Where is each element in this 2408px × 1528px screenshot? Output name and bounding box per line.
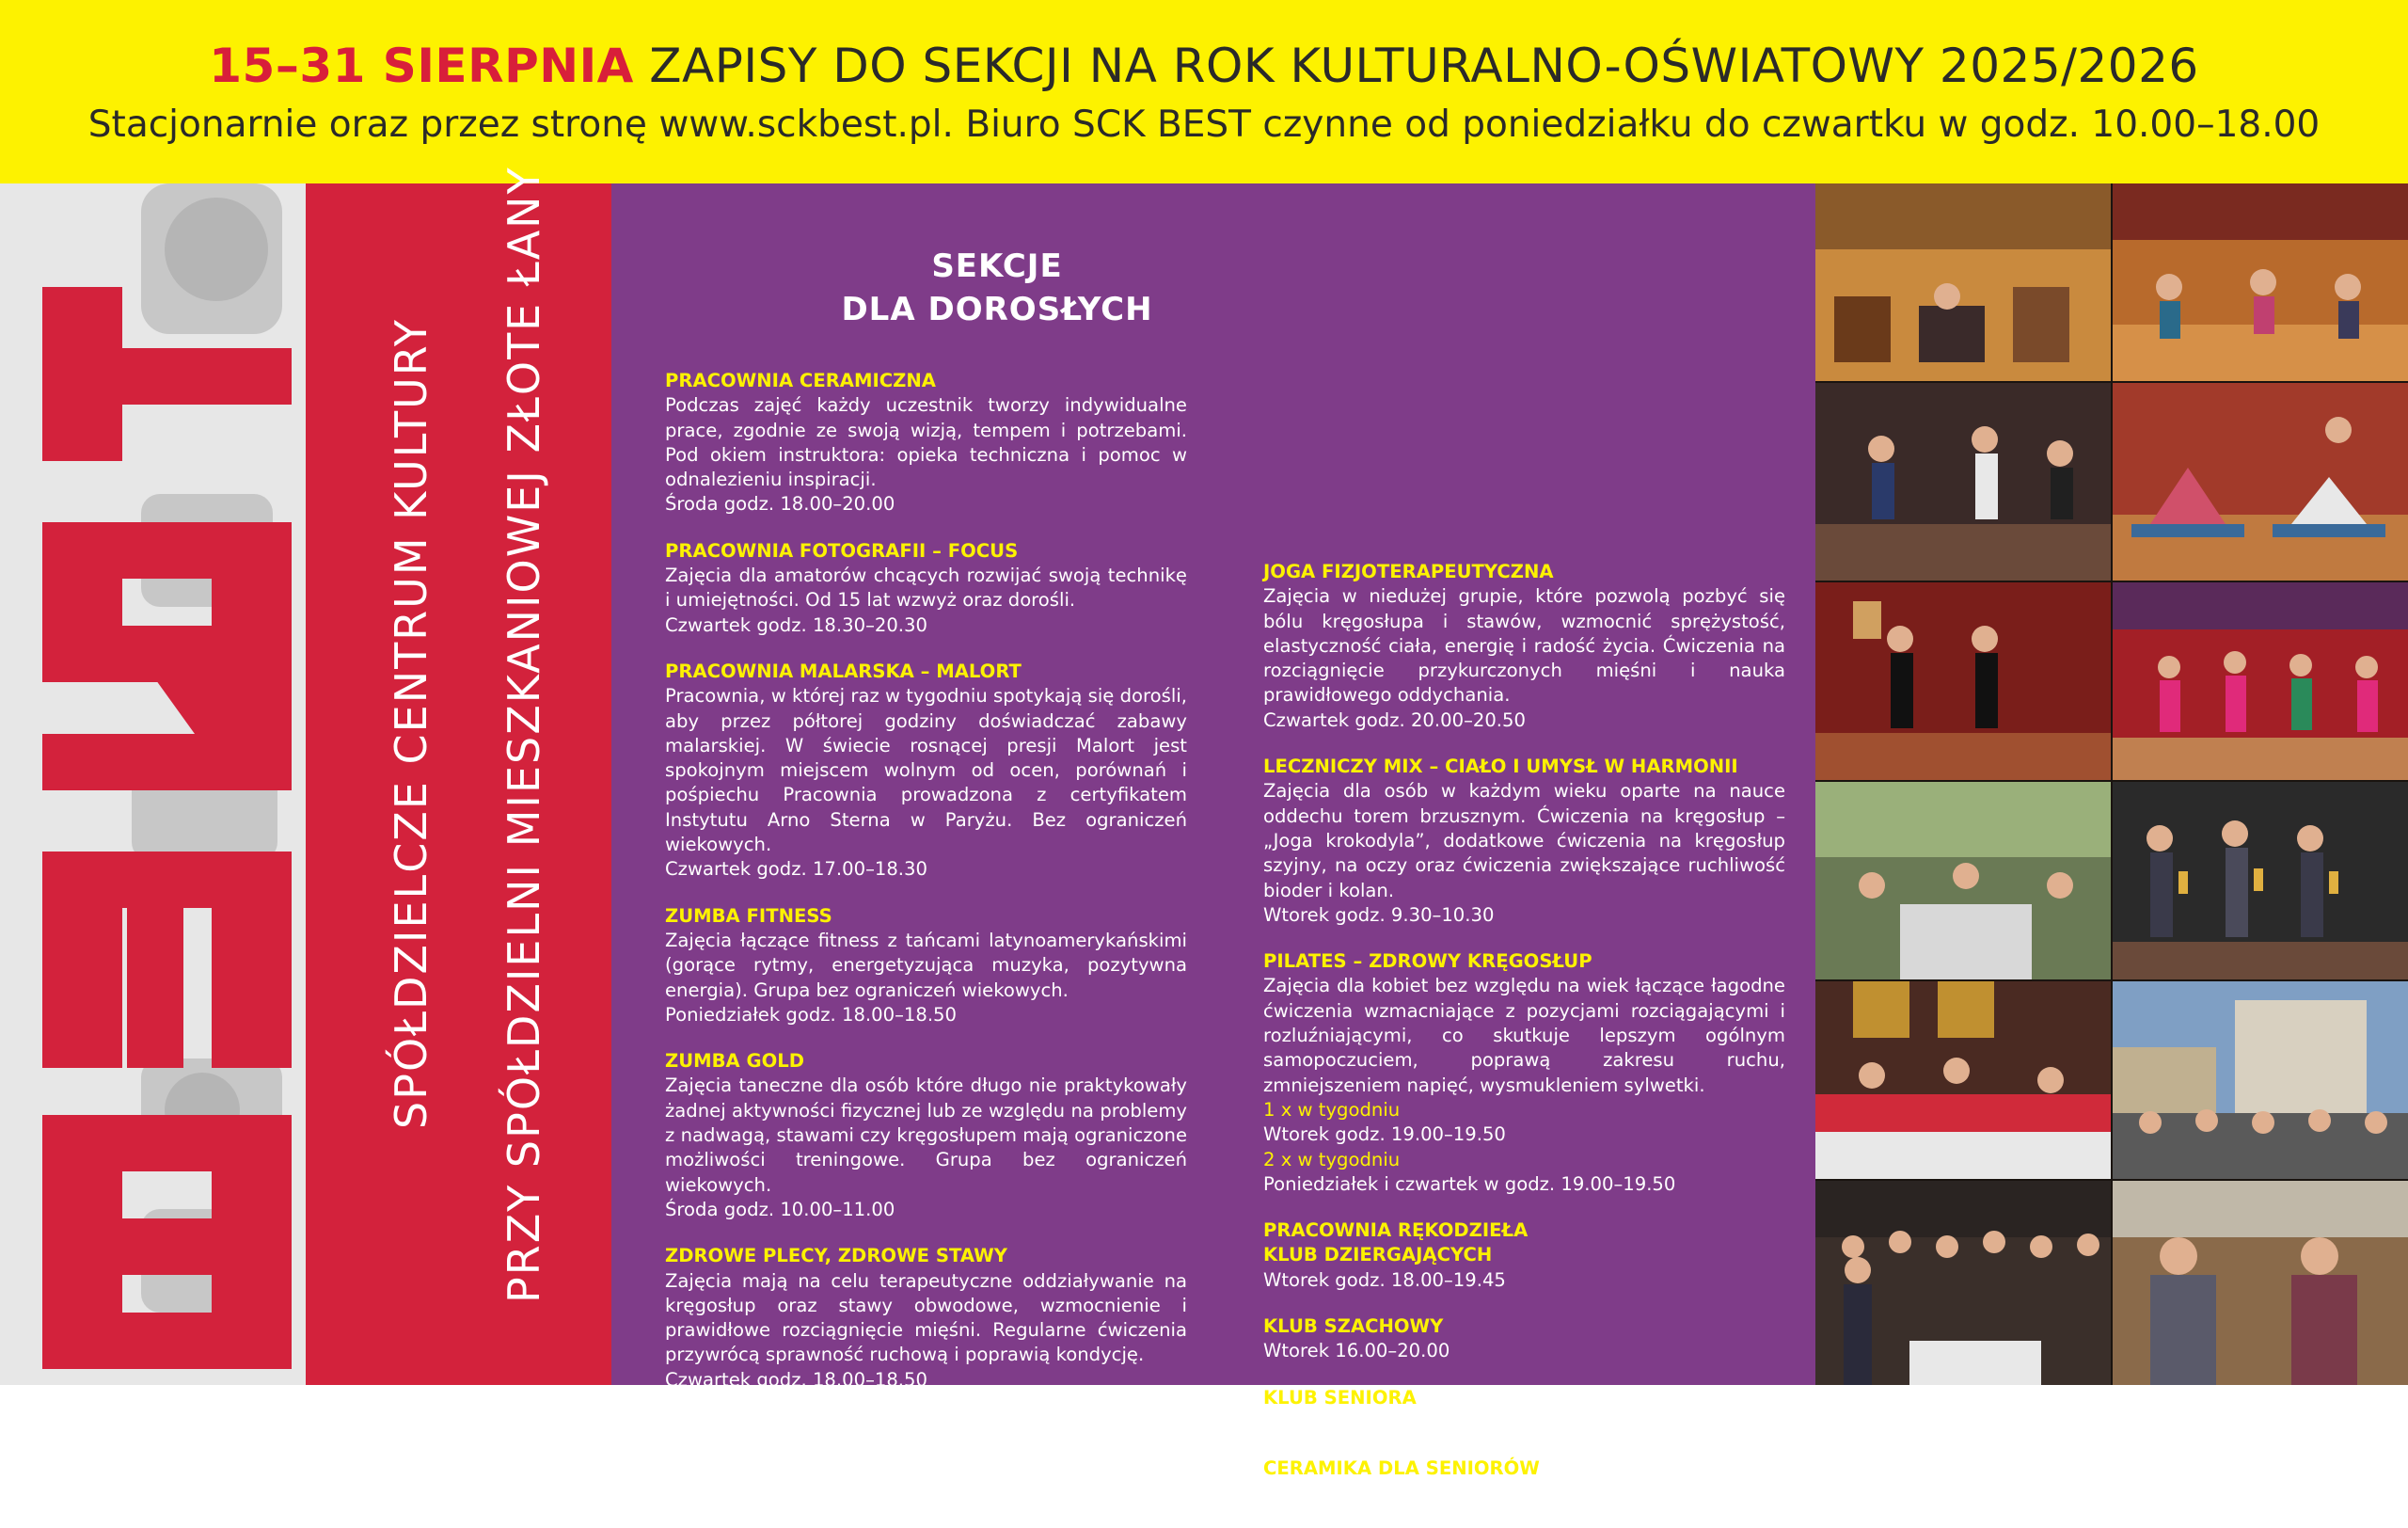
right-column (1263, 249, 1785, 1528)
photo-dance-instructor (1815, 582, 2111, 780)
section-time: Czwartek godz. 18.30–20.30 (665, 613, 927, 636)
section-title: PILATES – ZDROWY KRĘGOSŁUP (1263, 950, 1592, 973)
photo-stretching-class (1815, 383, 2111, 581)
photo-chess-trophies (2113, 782, 2408, 979)
banner-date: 15–31 SIERPNIA (209, 39, 634, 93)
section-title: PRACOWNIA RĘKODZIEŁA (1263, 1219, 1529, 1242)
section-title: CERAMIKA DLA SENIORÓW (1263, 1457, 1540, 1480)
section-time: Środa godz. 14.00–15.45 (1263, 1482, 1494, 1504)
section-title: KLUB DZIERGAJĄCYCH (1263, 1244, 1493, 1266)
section-chess-club (1263, 1314, 1785, 1364)
heading-line2: DLA DOROSŁYCH (841, 291, 1153, 328)
photo-outdoor-cafe (1815, 782, 2111, 979)
section-time: Poniedziałek godz. 18.00–18.50 (665, 1003, 957, 1026)
section-pilates (1263, 949, 1785, 1197)
section-painting (665, 660, 1187, 883)
photo-town-square-group (2113, 981, 2408, 1179)
top-banner (0, 0, 2408, 183)
section-physio-yoga (1263, 560, 1785, 733)
section-title: PRACOWNIA MALARSKA – MALORT (665, 660, 1022, 682)
heading-line1: SEKCJE (931, 247, 1063, 285)
section-title: ZUMBA GOLD (665, 1050, 805, 1073)
best-logo-strip (0, 183, 306, 1385)
section-senior-ceramics (1263, 1456, 1785, 1506)
section-description: Podczas zajęć każdy uczestnik tworzy indywidualne prace, zgodnie ze swoją wizją, tempem i potrzebami. Pod okiem instruktora: opieka techniczna i pomoc w odnalezieniu inspiracji. (665, 394, 1187, 491)
section-description: Zajęcia dla amatorów chcących rozwijać swoją technikę i umiejętności. Od 15 lat wzwyż oraz dorośli. (665, 565, 1187, 612)
photo-knitting-club (2113, 1181, 2408, 1385)
org-name-line2: PRZY SPÓŁDZIELNI MIESZKANIOWEJ ZŁOTE ŁANY (499, 166, 549, 1303)
section-frequency: 2 x w tygodniu (1263, 1148, 1401, 1170)
sections-panel (611, 183, 1815, 1504)
section-time: Wtorek godz. 19.00–19.50 (1263, 1123, 1506, 1146)
banner-subtitle: Stacjonarnie oraz przez stronę www.sckbest.pl. Biuro SCK BEST czynne od poniedziałku do czwartku w godz. 10.00–18.00 (87, 103, 2321, 146)
banner-headline (0, 38, 2408, 94)
photo-seniors-gathering (1815, 1181, 2111, 1385)
section-time: Środa godz. 18.00–20.00 (665, 493, 895, 516)
best-logo-graphic (0, 183, 306, 1385)
section-time: Czwartek godz. 17.00–18.30 (665, 858, 927, 881)
photo-yoga-mats (2113, 383, 2408, 581)
org-name-line1: SPÓŁDZIELCZE CENTRUM KULTURY (386, 318, 436, 1129)
section-frequency: 1 x w tygodniu (1263, 1098, 1401, 1121)
banner-title: ZAPISY DO SEKCJI NA ROK KULTURALNO-OŚWIATOWY 2025/2026 (649, 39, 2199, 93)
section-title: ZUMBA FITNESS (665, 904, 832, 927)
photo-group-exercise-chairs (1815, 183, 2111, 381)
section-senior-club (1263, 1386, 1785, 1436)
section-time: Środa godz. 10.00–11.00 (665, 1198, 895, 1220)
section-title: KLUB SENIORA (1263, 1386, 1417, 1409)
section-ceramics (665, 369, 1187, 517)
photo-zumba-group (2113, 582, 2408, 780)
section-title: PRACOWNIA FOTOGRAFII – FOCUS (665, 539, 1019, 562)
section-time: Czwartek godz. 20.00–20.50 (1263, 708, 1526, 731)
section-healing-mix (1263, 755, 1785, 928)
section-time: Wtorek godz. 18.00–19.45 (1263, 1268, 1506, 1291)
section-description: Zajęcia w niedużej grupie, które pozwolą pozbyć się bólu kręgosłupa i stawów, wzmocnić sprężystość, elastyczność ciała, energię i radość życia. Ćwiczenia na rozciągnięcie przykurczonych mięśni i nauka prawidłowego oddychania. (1263, 585, 1785, 707)
left-column (665, 369, 1187, 1414)
section-title: ZDROWE PLECY, ZDROWE STAWY (665, 1245, 1007, 1267)
section-title: KLUB SZACHOWY (1263, 1315, 1444, 1338)
section-title: LECZNICZY MIX – CIAŁO I UMYSŁ W HARMONII (1263, 756, 1738, 778)
photo-seated-exercise-hall (2113, 183, 2408, 381)
section-time: Czwartek godz. 18.00–18.50 (665, 1368, 927, 1391)
section-zumba-gold (665, 1049, 1187, 1222)
section-description: Zajęcia dla kobiet bez względu na wiek łączące łagodne ćwiczenia wzmacniające z pozycjami rozciągającymi i rozluźniającymi, co skutkuje lepszym ogólnym samopoczuciem, poprawą zakresu ruchu, zmniejszeniem napięć, wysmukleniem sylwetki. (1263, 975, 1785, 1096)
section-description: Zajęcia mają na celu terapeutyczne oddziaływanie na kręgosłup oraz stawy obwodowe, wzmocnienie i prawidłowe rozciągnięcie mięśni. Regularne ćwiczenia przywrócą sprawność ruchową i poprawią kondycję. (665, 1269, 1187, 1366)
section-description: Pracownia, w której raz w tygodniu spotykają się dorośli, aby przez półtorej godziny doświadczać zabawy malarskiej. W świecie rosnącej presji Malort jest spokojnym miejscem wolnym od ocen, porównań i pośpiechu Pracownia prowadzona z certyfikatem Instytutu Arno Sterna w Paryżu. Bez ograniczeń wiekowych. (665, 685, 1187, 856)
section-description: Zajęcia dla osób w każdym wieku oparte na nauce oddechu torem brzusznym. Ćwiczenia na kręgosłup – „Joga krokodyla”, dodatkowe ćwiczenia na kręgosłup szyjny, na oczy oraz ćwiczenia zwiększające ruchliwość bioder i kolan. (1263, 780, 1785, 901)
section-description: Zajęcia taneczne dla osób które długo nie praktykowały żadnej aktywności fizycznej lub ze względu na problemy z nadwagą, stawami czy kręgosłupem mają ograniczone możliwości treningowe. Grupa bez ograniczeń wiekowych. (665, 1074, 1187, 1196)
photo-dinner-party (1815, 981, 2111, 1179)
section-title: PRACOWNIA CERAMICZNA (665, 370, 936, 391)
section-healthy-back (665, 1244, 1187, 1393)
sections-heading (696, 245, 1298, 331)
section-time: Wtorek 16.00–20.00 (1263, 1340, 1450, 1362)
photo-collage (1815, 183, 2408, 1385)
section-zumba-fitness (665, 904, 1187, 1027)
section-time: Wtorek godz. 9.30–10.30 (1263, 903, 1495, 926)
section-description: Zajęcia łączące fitness z tańcami latynoamerykańskimi (gorące rytmy, energetyzująca muzyka, pozytywna energia). Grupa bez ograniczeń wiekowych. (665, 929, 1187, 1001)
section-time: Poniedziałek i czwartek w godz. 19.00–19.50 (1263, 1172, 1676, 1195)
section-handicraft (1263, 1218, 1785, 1293)
section-photography (665, 539, 1187, 638)
section-time: Wtorek godz. 14.00–17.00 (1263, 1410, 1506, 1433)
organization-strip (306, 183, 611, 1385)
section-title: JOGA FIZJOTERAPEUTYCZNA (1263, 561, 1554, 582)
